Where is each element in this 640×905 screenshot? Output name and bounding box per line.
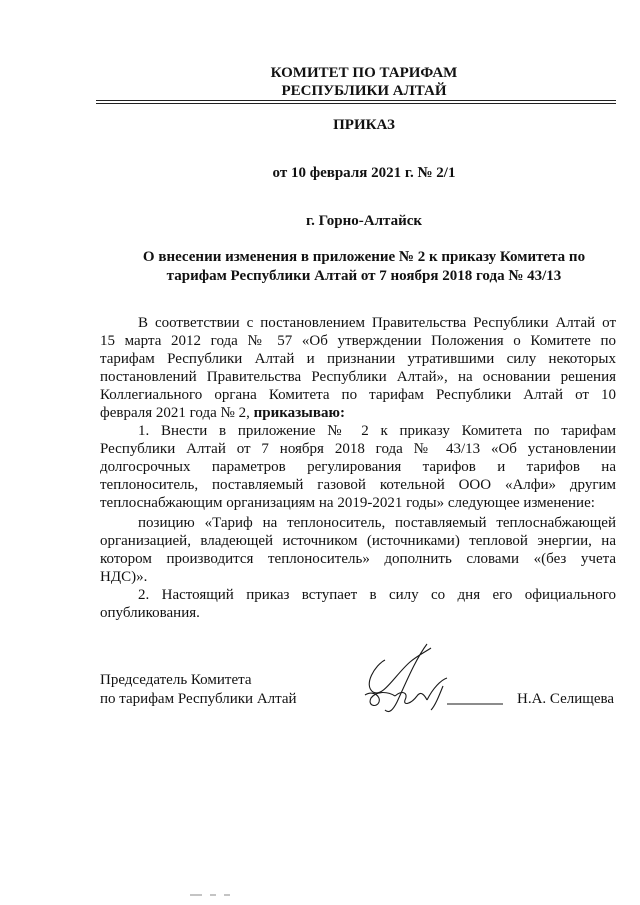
signatory-name: Н.А. Селищева [517, 691, 615, 707]
body-line: 1. Внести в приложение № 2 к приказу Комитета по тарифам [138, 423, 616, 439]
body-line: позицию «Тариф на теплоноситель, поставляемый теплоснабжающей [138, 515, 616, 531]
body-line: организацией, владеющей источником (источниками) тепловой энергии, на [100, 533, 616, 549]
handwritten-signature [355, 640, 505, 720]
body-line: тарифам Республики Алтай и признании утратившими силу некоторых [100, 351, 616, 367]
order-subject-line1: О внесении изменения в приложение № 2 к приказу Комитета по [142, 249, 586, 265]
scan-artifact [190, 893, 250, 897]
body-text: февраля 2021 года № 2, [100, 405, 254, 421]
signatory-position-line1: Председатель Комитета [100, 672, 252, 688]
body-line: котором производится теплоноситель» дополнить словами «(без учета [100, 551, 616, 567]
signatory-position-line2: по тарифам Республики Алтай [100, 691, 297, 707]
order-date-number: от 10 февраля 2021 г. № 2/1 [272, 165, 456, 181]
body-line: теплоснабжающим организациям на 2019-2021 годы» следующее изменение: [100, 495, 595, 511]
body-line: долгосрочных параметров регулирования тарифов и тарифов на [100, 459, 616, 475]
order-city: г. Горно-Алтайск [305, 213, 423, 229]
body-line: Коллегиального органа Комитета по тарифам Республики Алтай от 10 [100, 387, 616, 403]
body-line: В соответствии с постановлением Правительства Республики Алтай от [138, 315, 616, 331]
body-line: НДС)». [100, 569, 148, 585]
order-title: ПРИКАЗ [333, 117, 395, 133]
order-directive: приказываю: [253, 405, 345, 421]
body-line: Республики Алтай от 7 ноября 2018 года № 43/13 «Об установлении [100, 441, 616, 457]
body-line: опубликования. [100, 605, 200, 621]
header-rule-bottom [96, 103, 616, 104]
header-rule-top [96, 100, 616, 101]
org-name-line2: РЕСПУБЛИКИ АЛТАЙ [281, 83, 447, 99]
org-name-line1: КОМИТЕТ ПО ТАРИФАМ [270, 65, 458, 81]
order-subject-line2: тарифам Республики Алтай от 7 ноября 2018 года № 43/13 [166, 268, 562, 284]
body-line [100, 404, 616, 422]
body-line: 2. Настоящий приказ вступает в силу со дня его официального [138, 587, 616, 603]
body-line: постановлений Правительства Республики Алтай», на основании решения [100, 369, 616, 385]
body-line: теплоноситель, поставляемый газовой котельной ООО «Алфи» другим [100, 477, 616, 493]
body-line: 15 марта 2012 года № 57 «Об утверждении Положения о Комитете по [100, 333, 616, 349]
